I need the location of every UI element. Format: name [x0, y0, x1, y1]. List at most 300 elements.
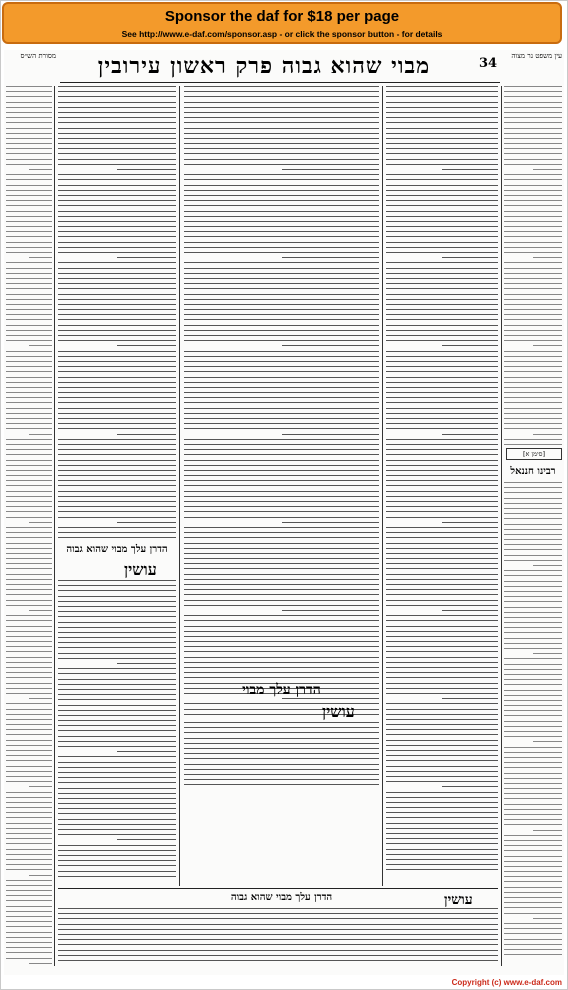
text-line	[6, 771, 52, 772]
text-line	[504, 221, 562, 222]
left-margin-text	[6, 86, 52, 966]
text-line	[386, 371, 498, 372]
tosafot-rule	[179, 86, 180, 886]
text-line	[184, 753, 379, 754]
text-line	[504, 268, 562, 269]
text-line	[386, 128, 498, 129]
text-line	[184, 226, 379, 227]
text-line	[6, 734, 52, 735]
text-line	[504, 892, 562, 893]
text-line	[58, 647, 176, 648]
text-line	[58, 351, 176, 352]
text-line	[184, 361, 379, 362]
text-line	[184, 641, 379, 642]
text-line	[184, 506, 379, 507]
text-line	[386, 418, 498, 419]
text-line	[504, 798, 562, 799]
text-line	[386, 605, 498, 606]
hadran-heading-center: הדרן עלך מבוי	[242, 682, 321, 698]
text-line	[386, 568, 498, 569]
text-line	[6, 703, 52, 704]
text-line	[386, 501, 498, 502]
text-line	[6, 817, 52, 818]
text-line	[6, 900, 52, 901]
bottom-rule	[58, 888, 498, 889]
text-line	[386, 719, 498, 720]
text-line	[58, 402, 176, 403]
text-line	[504, 850, 562, 851]
text-line	[386, 262, 498, 263]
text-line	[58, 627, 176, 628]
text-line	[58, 913, 498, 914]
text-line	[184, 418, 379, 419]
text-line	[386, 148, 498, 149]
text-line	[184, 330, 379, 331]
text-line	[58, 283, 176, 284]
text-line	[58, 924, 498, 925]
bottom-commentary-text	[58, 908, 498, 966]
text-line	[184, 107, 379, 108]
text-line	[386, 221, 498, 222]
text-line	[58, 871, 176, 872]
sponsor-title[interactable]: Sponsor the daf for $18 per page	[164, 8, 400, 25]
text-line	[29, 169, 52, 170]
text-line	[58, 616, 176, 617]
text-line	[504, 179, 562, 180]
text-line	[58, 762, 176, 763]
text-line	[184, 548, 379, 549]
text-line	[504, 513, 562, 514]
text-line	[58, 288, 176, 289]
text-line	[504, 669, 562, 670]
text-line	[58, 908, 498, 909]
text-line	[504, 122, 562, 123]
text-line	[6, 133, 52, 134]
text-line	[386, 335, 498, 336]
text-line	[58, 392, 176, 393]
mishna-text	[184, 722, 379, 792]
ein-mishpat-column	[504, 86, 562, 446]
osin-word-center: עושין	[322, 702, 355, 721]
text-line	[184, 563, 379, 564]
text-line	[184, 325, 379, 326]
text-line	[184, 268, 379, 269]
text-line	[6, 651, 52, 652]
text-line	[386, 216, 498, 217]
sponsor-banner[interactable]	[2, 2, 562, 44]
text-line	[58, 642, 176, 643]
text-line	[58, 845, 176, 846]
text-line	[58, 777, 176, 778]
text-line	[504, 783, 562, 784]
text-line	[386, 657, 498, 658]
text-line	[184, 122, 379, 123]
text-line	[184, 651, 379, 652]
text-line	[386, 709, 498, 710]
rabbeinu-chananel-column	[504, 482, 562, 962]
text-line	[6, 330, 52, 331]
text-line	[117, 434, 176, 435]
text-line	[184, 480, 379, 481]
text-line	[184, 387, 379, 388]
text-line	[184, 133, 379, 134]
text-line	[58, 185, 176, 186]
text-line	[6, 319, 52, 320]
text-line	[29, 610, 52, 611]
text-line	[58, 107, 176, 108]
text-line	[386, 849, 498, 850]
text-line	[6, 397, 52, 398]
text-line	[117, 839, 176, 840]
text-line	[504, 747, 562, 748]
text-line	[386, 646, 498, 647]
text-line	[6, 242, 52, 243]
text-line	[504, 508, 562, 509]
text-line	[58, 808, 176, 809]
text-line	[184, 543, 379, 544]
text-line	[58, 325, 176, 326]
text-line	[6, 96, 52, 97]
text-line	[6, 812, 52, 813]
text-line	[386, 465, 498, 466]
text-line	[6, 460, 52, 461]
text-line	[442, 345, 498, 346]
text-line	[184, 574, 379, 575]
text-line	[58, 439, 176, 440]
text-line	[184, 252, 379, 253]
text-line	[504, 638, 562, 639]
text-line	[58, 330, 176, 331]
text-line	[386, 361, 498, 362]
text-line	[386, 807, 498, 808]
text-line	[58, 736, 176, 737]
text-line	[6, 444, 52, 445]
text-line	[6, 615, 52, 616]
text-line	[6, 236, 52, 237]
text-line	[504, 700, 562, 701]
text-line	[58, 470, 176, 471]
text-line	[504, 444, 562, 445]
text-line	[533, 345, 562, 346]
text-line	[386, 537, 498, 538]
text-line	[6, 823, 52, 824]
text-line	[386, 185, 498, 186]
text-line	[6, 231, 52, 232]
text-line	[504, 627, 562, 628]
text-line	[6, 709, 52, 710]
text-line	[386, 620, 498, 621]
tosafot-column-upper	[58, 86, 176, 541]
text-line	[184, 205, 379, 206]
text-line	[504, 679, 562, 680]
text-line	[184, 672, 379, 673]
text-line	[58, 226, 176, 227]
text-line	[184, 159, 379, 160]
text-line	[6, 657, 52, 658]
text-line	[58, 684, 176, 685]
text-line	[58, 371, 176, 372]
text-line	[504, 736, 562, 737]
text-line	[386, 283, 498, 284]
text-line	[6, 558, 52, 559]
text-line	[386, 574, 498, 575]
text-line	[6, 418, 52, 419]
text-line	[504, 861, 562, 862]
text-line	[504, 612, 562, 613]
text-line	[504, 928, 562, 929]
text-line	[504, 133, 562, 134]
text-line	[504, 340, 562, 341]
text-line	[184, 460, 379, 461]
text-line	[504, 664, 562, 665]
text-line	[504, 840, 562, 841]
text-line	[386, 740, 498, 741]
text-line	[386, 122, 498, 123]
text-line	[6, 294, 52, 295]
text-line	[504, 933, 562, 934]
text-line	[386, 662, 498, 663]
text-line	[58, 725, 176, 726]
text-line	[504, 835, 562, 836]
text-line	[386, 651, 498, 652]
text-line	[184, 304, 379, 305]
text-line	[504, 428, 562, 429]
text-line	[184, 423, 379, 424]
text-line	[58, 423, 176, 424]
text-line	[504, 413, 562, 414]
text-line	[504, 387, 562, 388]
text-line	[58, 720, 176, 721]
text-line	[504, 314, 562, 315]
text-line	[282, 434, 380, 435]
text-line	[386, 755, 498, 756]
text-line	[386, 480, 498, 481]
text-line	[184, 594, 379, 595]
text-line	[184, 626, 379, 627]
text-line	[58, 231, 176, 232]
text-line	[6, 563, 52, 564]
text-line	[58, 143, 176, 144]
text-line	[504, 824, 562, 825]
text-line	[6, 958, 52, 959]
text-line	[504, 575, 562, 576]
text-line	[6, 501, 52, 502]
text-line	[504, 581, 562, 582]
text-line	[58, 855, 176, 856]
text-line	[386, 766, 498, 767]
text-line	[6, 594, 52, 595]
text-line	[386, 423, 498, 424]
text-line	[6, 895, 52, 896]
siman-note: [סימן א]	[506, 448, 562, 460]
text-line	[58, 91, 176, 92]
text-line	[386, 667, 498, 668]
text-line	[58, 860, 176, 861]
text-line	[504, 560, 562, 561]
text-line	[58, 491, 176, 492]
tosafot-column-lower	[58, 580, 176, 880]
text-line	[58, 834, 176, 835]
text-line	[504, 954, 562, 955]
text-line	[504, 96, 562, 97]
text-line	[386, 211, 498, 212]
text-line	[184, 356, 379, 357]
text-line	[282, 257, 380, 258]
text-line	[184, 340, 379, 341]
text-line	[386, 190, 498, 191]
text-line	[504, 690, 562, 691]
text-line	[6, 926, 52, 927]
text-line	[6, 600, 52, 601]
text-line	[386, 288, 498, 289]
text-line	[184, 667, 379, 668]
text-line	[386, 802, 498, 803]
text-line	[504, 143, 562, 144]
text-line	[504, 591, 562, 592]
text-line	[6, 304, 52, 305]
text-line	[504, 319, 562, 320]
text-line	[386, 511, 498, 512]
text-line	[504, 544, 562, 545]
text-line	[504, 907, 562, 908]
text-line	[58, 506, 176, 507]
text-line	[6, 91, 52, 92]
text-line	[184, 727, 379, 728]
text-line	[504, 190, 562, 191]
text-line	[58, 699, 176, 700]
text-line	[386, 496, 498, 497]
text-line	[6, 527, 52, 528]
text-line	[6, 755, 52, 756]
text-line	[504, 325, 562, 326]
text-line	[117, 169, 176, 170]
text-line	[58, 960, 498, 961]
text-line	[184, 444, 379, 445]
text-line	[504, 283, 562, 284]
text-line	[504, 273, 562, 274]
text-line	[504, 570, 562, 571]
text-line	[504, 804, 562, 805]
text-line	[504, 397, 562, 398]
rabbeinu-chananel-heading: רבינו חננאל	[510, 466, 556, 477]
rashi-rule	[382, 86, 383, 886]
text-line	[6, 843, 52, 844]
text-line	[386, 869, 498, 870]
text-line	[6, 506, 52, 507]
text-line	[6, 802, 52, 803]
text-line	[386, 548, 498, 549]
text-line	[6, 719, 52, 720]
text-line	[386, 714, 498, 715]
text-line	[504, 402, 562, 403]
text-line	[58, 133, 176, 134]
text-line	[386, 231, 498, 232]
text-line	[6, 366, 52, 367]
text-line	[386, 641, 498, 642]
text-line	[386, 771, 498, 772]
text-line	[29, 698, 52, 699]
text-line	[6, 662, 52, 663]
text-line	[386, 174, 498, 175]
text-line	[58, 756, 176, 757]
text-line	[386, 594, 498, 595]
text-line	[386, 485, 498, 486]
copyright-link[interactable]: Copyright (c) www.e-daf.com	[451, 978, 562, 987]
text-line	[386, 491, 498, 492]
text-line	[58, 117, 176, 118]
text-line	[58, 159, 176, 160]
text-line	[504, 643, 562, 644]
text-line	[504, 601, 562, 602]
text-line	[58, 247, 176, 248]
text-line	[58, 112, 176, 113]
text-line	[6, 480, 52, 481]
text-line	[504, 710, 562, 711]
text-line	[504, 423, 562, 424]
text-line	[6, 226, 52, 227]
text-line	[386, 392, 498, 393]
sponsor-subtitle[interactable]: See http://www.e-daf.com/sponsor.asp - or click the sponsor button - for details	[121, 29, 443, 39]
text-line	[504, 195, 562, 196]
text-line	[184, 371, 379, 372]
text-line	[504, 112, 562, 113]
text-line	[504, 674, 562, 675]
text-line	[184, 449, 379, 450]
text-line	[386, 428, 498, 429]
text-line	[6, 952, 52, 953]
text-line	[184, 485, 379, 486]
text-line	[184, 179, 379, 180]
text-line	[386, 242, 498, 243]
text-line	[386, 631, 498, 632]
text-line	[504, 715, 562, 716]
text-line	[58, 813, 176, 814]
text-line	[184, 366, 379, 367]
text-line	[504, 778, 562, 779]
text-line	[504, 392, 562, 393]
text-line	[6, 537, 52, 538]
text-line	[184, 102, 379, 103]
text-line	[442, 434, 498, 435]
text-line	[6, 402, 52, 403]
text-line	[6, 511, 52, 512]
text-line	[282, 345, 380, 346]
text-line	[504, 684, 562, 685]
text-line	[58, 319, 176, 320]
text-line	[504, 809, 562, 810]
text-line	[504, 242, 562, 243]
text-line	[504, 856, 562, 857]
text-line	[58, 850, 176, 851]
text-line	[58, 205, 176, 206]
text-line	[184, 112, 379, 113]
text-line	[184, 174, 379, 175]
text-line	[58, 102, 176, 103]
text-line	[58, 741, 176, 742]
text-line	[6, 475, 52, 476]
text-line	[184, 148, 379, 149]
text-line	[184, 620, 379, 621]
text-line	[6, 247, 52, 248]
text-line	[504, 617, 562, 618]
text-line	[6, 574, 52, 575]
text-line	[504, 309, 562, 310]
text-line	[58, 772, 176, 773]
gemara-column	[184, 86, 379, 726]
text-line	[6, 335, 52, 336]
text-line	[117, 663, 176, 664]
text-line	[184, 748, 379, 749]
